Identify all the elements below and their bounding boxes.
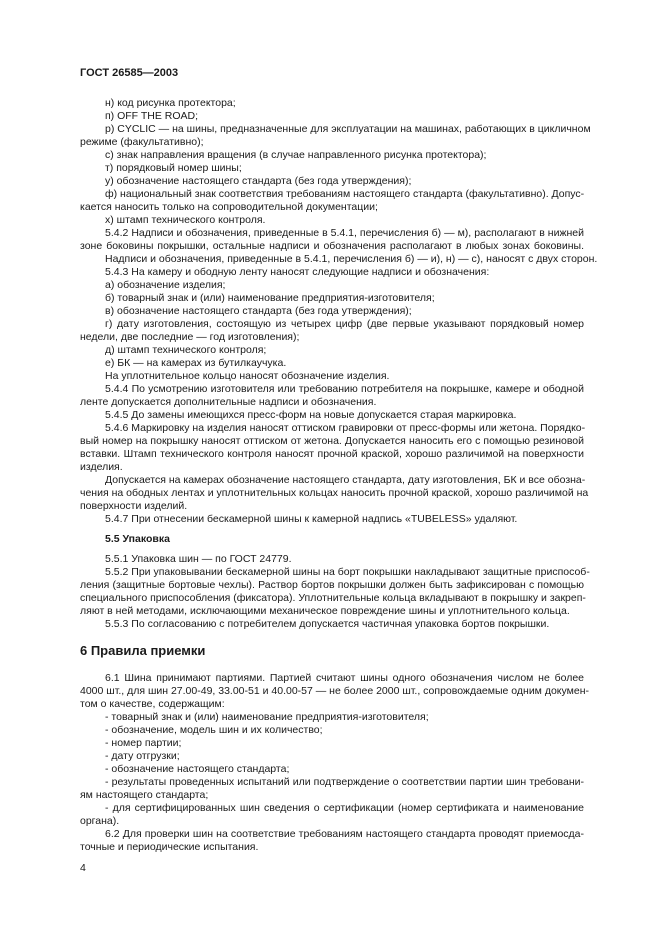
text-line: 5.4.4 По усмотрению изготовителя или требованию потребителя на покрышке, камере и ободной — [105, 383, 584, 395]
text-line: 6.2 Для проверки шин на соответствие требованиям настоящего стандарта проводят приемосда- — [105, 828, 584, 840]
text-line: Надписи и обозначения, приведенные в 5.4.1, перечисления б) — и), н) — с), наносят с двух сторон. — [105, 253, 598, 265]
text-line: - обозначение настоящего стандарта; — [105, 763, 290, 775]
text-line: вый номер на покрышку наносят оттиском от жетона. Допускается наносить его с помощью резиновой — [80, 435, 584, 447]
text-line: 5.4.2 Надписи и обозначения, приведенные в 5.4.1, перечисления б) — м), располагают в нижней — [105, 227, 584, 239]
text-line: ям настоящего стандарта; — [80, 789, 209, 801]
text-line: г) дату изготовления, состоящую из четырех цифр (две первые указывают порядковый номер — [105, 318, 584, 330]
text-line: 5.4.5 До замены имеющихся пресс-форм на новые допускается старая маркировка. — [105, 409, 517, 421]
text-line: 6.1 Шина принимают партиями. Партией считают шины одного обозначения числом не более — [105, 672, 584, 684]
text-line: - дату отгрузки; — [105, 750, 180, 762]
text-line: в) обозначение настоящего стандарта (без года утверждения); — [105, 305, 412, 317]
text-line: 5.5.1 Упаковка шин — по ГОСТ 24779. — [105, 553, 292, 565]
text-line: Допускается на камерах обозначение настоящего стандарта, дату изготовления, БК и все обозна- — [105, 474, 586, 486]
text-line: е) БК — на камерах из бутилкаучука. — [105, 357, 287, 369]
text-line: чения на ободных лентах и уплотнительных кольцах наносить прочной краской, хорошо различимой на — [80, 487, 589, 499]
text-line: точные и периодические испытания. — [80, 841, 259, 853]
text-line: ленте допускается дополнительные надписи и обозначения. — [80, 396, 377, 408]
text-line: 5.4.6 Маркировку на изделия наносят оттиском гравировки от пресс-формы или жетона. Порядко- — [105, 422, 586, 434]
text-line: 5.4.7 При отнесении бескамерной шины к камерной надпись «TUBELESS» удаляют. — [105, 513, 518, 525]
text-line: том о качестве, содержащим: — [80, 698, 225, 710]
text-line: р) CYCLIC — на шины, предназначенные для эксплуатации на машинах, работающих в цикличном — [105, 123, 591, 135]
text-line: 5.5.3 По согласованию с потребителем допускается частичная упаковка бортов покрышки. — [105, 618, 550, 630]
text-line: зоне боковины покрышки, остальные надписи и обозначения располагают в любых зонах боковины. — [80, 240, 584, 252]
text-line: недели, две последние — год изготовления); — [80, 331, 300, 343]
text-line: 5.5.2 При упаковывании бескамерной шины на борт покрышки накладывают защитные приспособ- — [105, 566, 590, 578]
text-line: ф) национальный знак соответствия требованиям настоящего стандарта (факультативно). Допус- — [105, 188, 585, 200]
text-line: 5.4.3 На камеру и ободную ленту наносят следующие надписи и обозначения: — [105, 266, 490, 278]
text-line: органа). — [80, 815, 120, 827]
text-line: - номер партии; — [105, 737, 182, 749]
document-header: ГОСТ 26585—2003 — [80, 67, 179, 79]
text-line: х) штамп технического контроля. — [105, 214, 266, 226]
text-line: - результаты проведенных испытаний или подтверждение о соответствии партии шин требовани- — [105, 776, 584, 788]
text-line: кается наносить только на сопроводительной документации; — [80, 201, 378, 213]
text-line: На уплотнительное кольцо наносят обозначение изделия. — [105, 370, 390, 382]
text-line: ления (защитные бортовые чехлы). Раствор бортов покрышки должен быть зафиксирован с помощью — [80, 579, 584, 591]
text-line: изделия. — [80, 461, 123, 473]
text-line: у) обозначение настоящего стандарта (без года утверждения); — [105, 175, 412, 187]
text-line: - для сертифицированных шин сведения о сертификации (номер сертификата и наименование — [105, 802, 584, 814]
text-line: 4000 шт., для шин 27.00-49, 33.00-51 и 40.00-57 — не более 2000 шт., сопровождаемые одним докумен- — [80, 685, 589, 697]
text-line: специального приспособления (фиксатора). Уплотнительные кольца вкладывают в покрышку и закреп- — [80, 592, 586, 604]
text-line: а) обозначение изделия; — [105, 279, 226, 291]
text-line: режиме (факультативно); — [80, 136, 204, 148]
subsection-heading: 5.5 Упаковка — [105, 533, 170, 545]
text-line: вставки. Штамп технического контроля наносят прочной краской, хорошо различимой на поверхности — [80, 448, 584, 460]
text-line: д) штамп технического контроля; — [105, 344, 267, 356]
text-line: поверхности изделий. — [80, 500, 188, 512]
text-line: ляют в ней методами, исключающими механическое повреждение шины и уплотнительного кольца. — [80, 605, 570, 617]
text-line: - товарный знак и (или) наименование предприятия-изготовителя; — [105, 711, 429, 723]
text-line: т) порядковый номер шины; — [105, 162, 242, 174]
text-line: б) товарный знак и (или) наименование предприятия-изготовителя; — [105, 292, 435, 304]
text-line: н) код рисунка протектора; — [105, 97, 236, 109]
text-line: п) OFF THE ROAD; — [105, 110, 198, 122]
section-heading: 6 Правила приемки — [80, 643, 206, 658]
page-number: 4 — [80, 862, 86, 874]
text-line: с) знак направления вращения (в случае направленного рисунка протектора); — [105, 149, 487, 161]
text-line: - обозначение, модель шин и их количество; — [105, 724, 323, 736]
